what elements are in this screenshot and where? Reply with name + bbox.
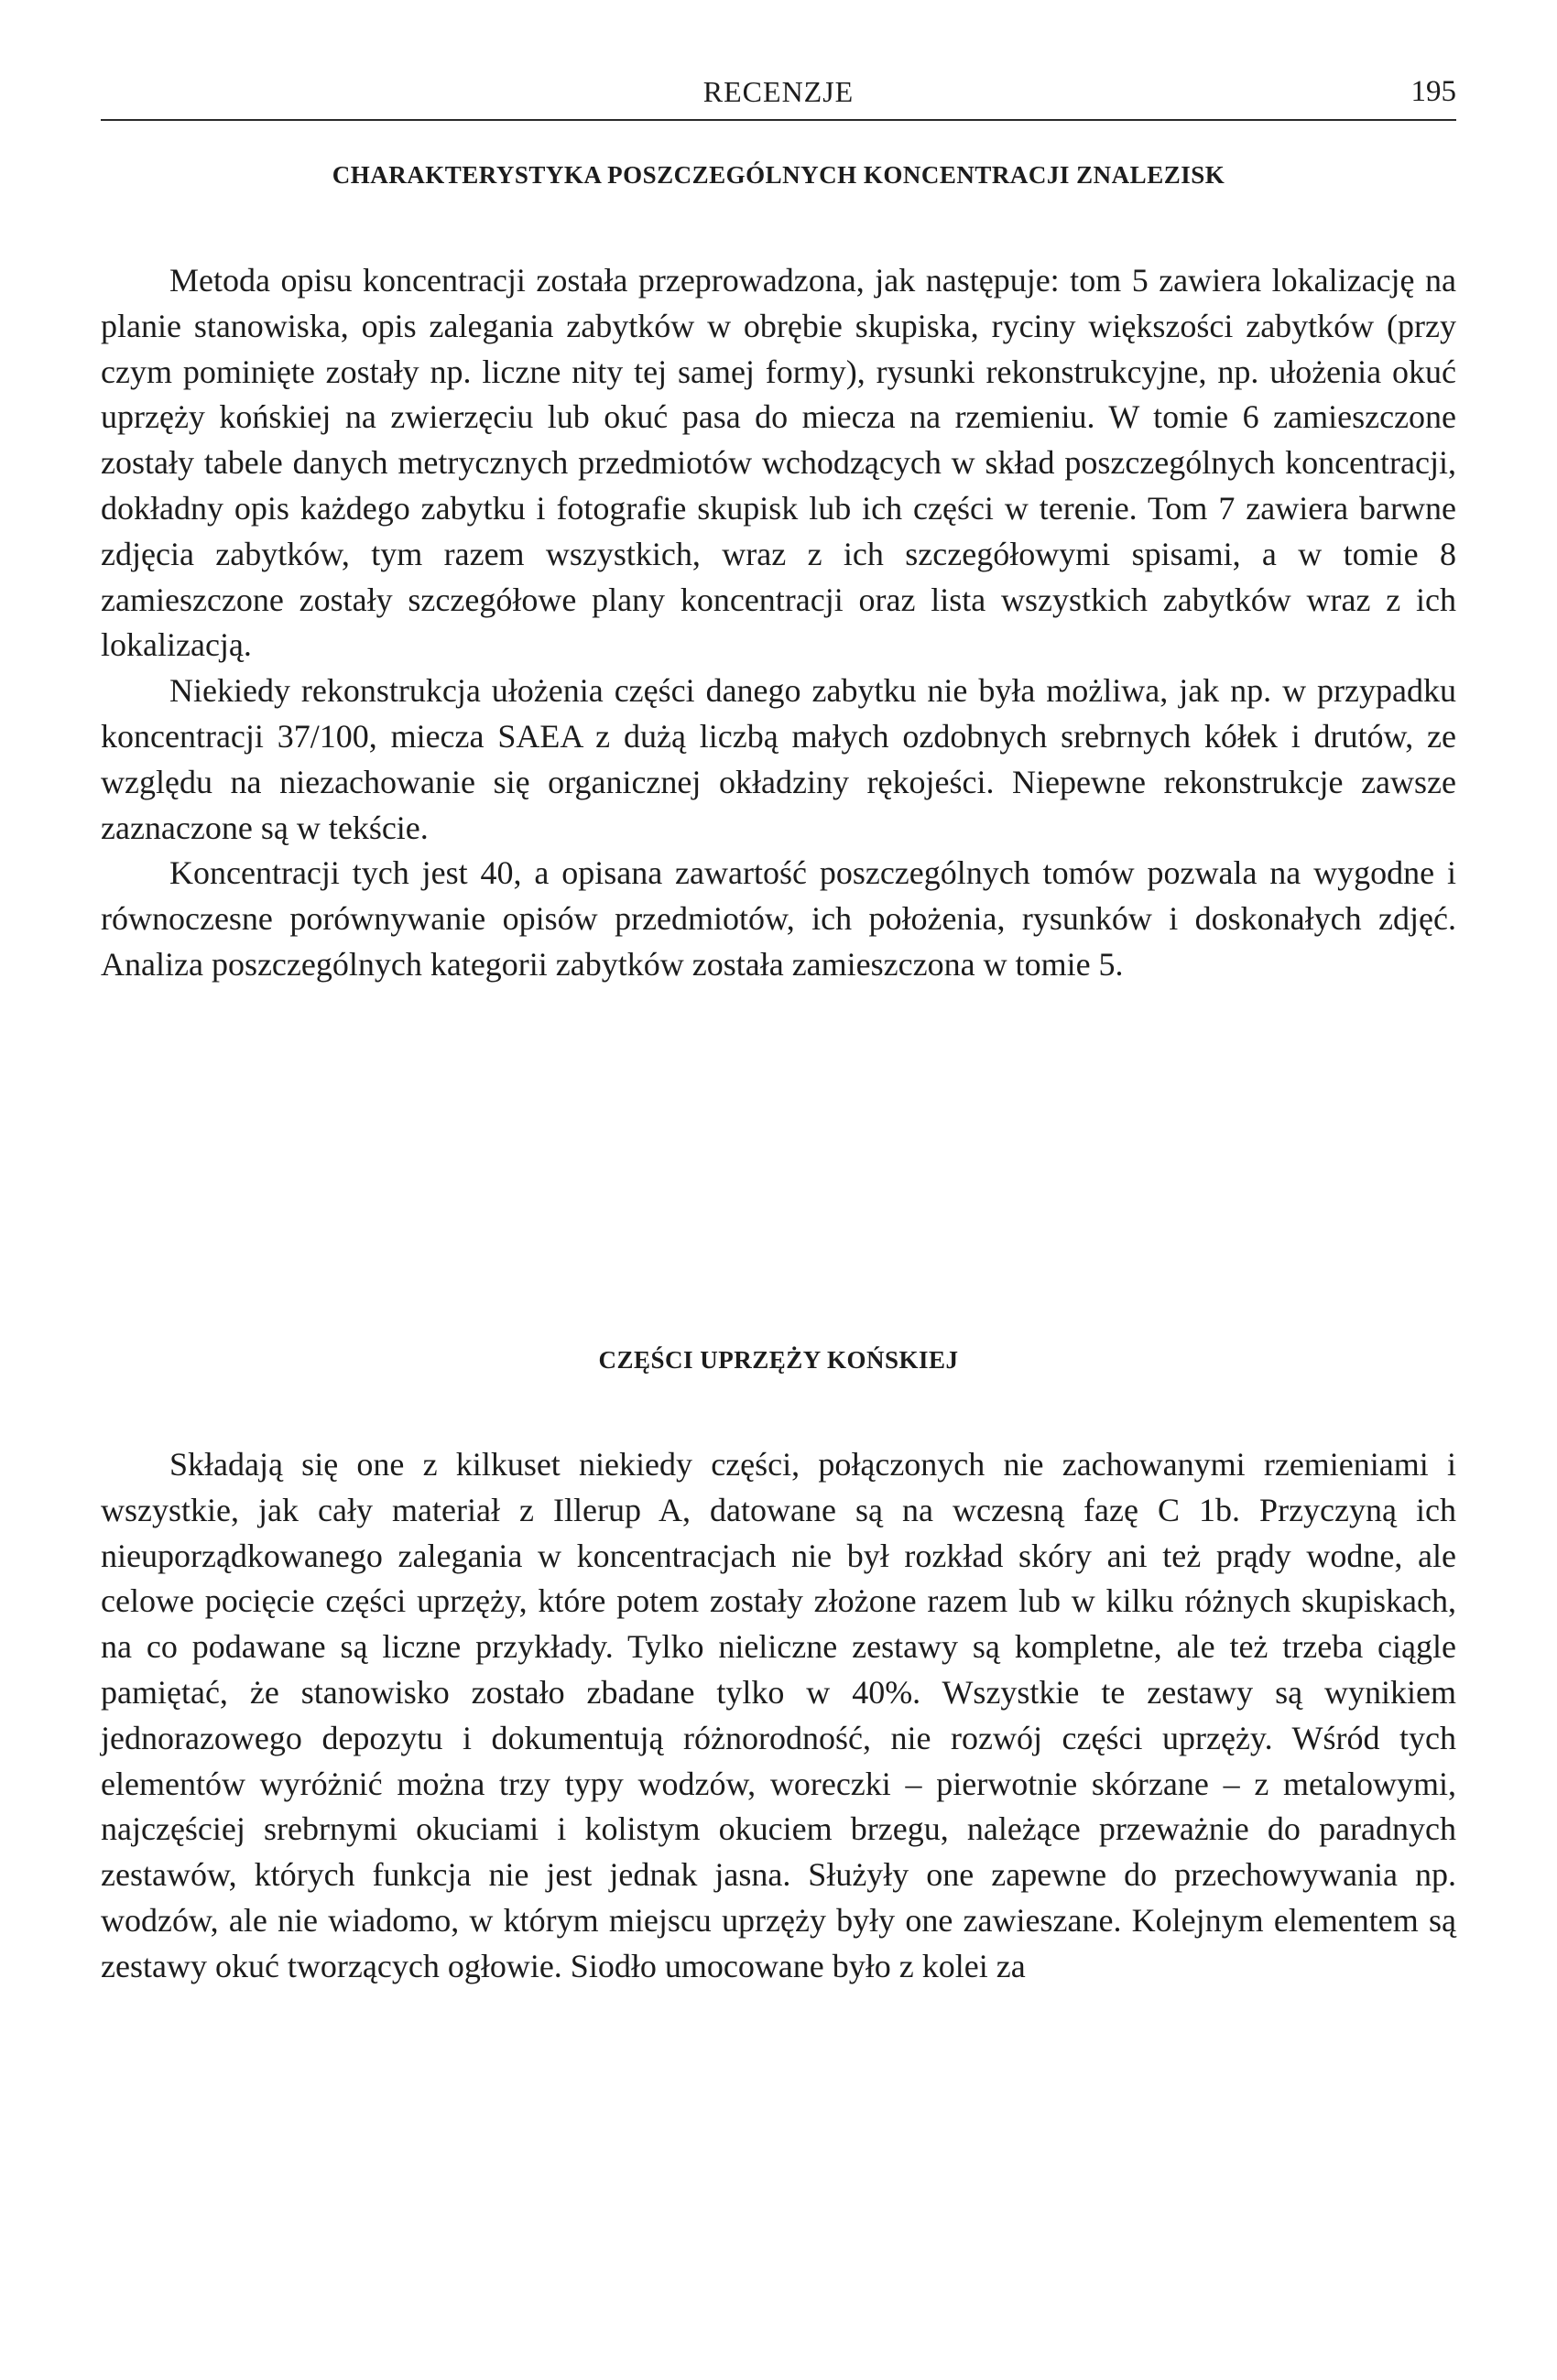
section-body-horse-harness — [101, 1442, 1456, 1990]
paragraph: Metoda opisu koncentracji została przeprowadzona, jak następuje: tom 5 zawiera lokalizację na planie stanowiska, opis zalegania zabytków w obrębie skupiska, ryciny większości zabytków (przy czym pominięte zostały np. liczne nity tej samej formy), rysunki rekonstrukcyjne, np. ułożenia okuć uprzęży końskiej na zwierzęciu lub okuć pasa do miecza na rzemieniu. W tomie 6 zamieszczone zostały tabele danych metrycznych przedmiotów wchodzących w skład poszczególnych koncentracji, dokładny opis każdego zabytku i fotografie skupisk lub ich części w terenie. Tom 7 zawiera barwne zdjęcia zabytków, tym razem wszystkich, wraz z ich szczegółowymi spisami, a w tomie 8 zamieszczone zostały szczegółowe plany koncentracji oraz lista wszystkich zabytków wraz z ich lokalizacją. — [101, 262, 1456, 664]
running-header — [101, 66, 1456, 121]
paragraph: Składają się one z kilkuset niekiedy części, połączonych nie zachowanymi rzemieniami i wszystkie, jak cały materiał z Illerup A, datowane są na wczesną fazę C 1b. Przyczyną ich nieuporządkowanego zalegania w koncentracjach nie był rozkład skóry ani też prądy wodne, ale celowe pocięcie części uprzęży, które potem zostały złożone razem lub w kilku różnych skupiskach, na co podawane są liczne przykłady. Tylko nieliczne zestawy są kompletne, ale też trzeba ciągle pamiętać, że stanowisko zostało zbadane tylko w 40%. Wszystkie te zestawy są wynikiem jednorazowego depozytu i dokumentują różnorodność, nie rozwój części uprzęży. Wśród tych elementów wyróżnić można trzy typy wodzów, woreczki – pierwotnie skórzane – z metalowymi, najczęściej srebrnymi okuciami i kolistym okuciem brzegu, należące przeważnie do paradnych zestawów, których funkcja nie jest jednak jasna. Służyły one zapewne do przechowywania np. wodzów, ale nie wiadomo, w którym miejscu uprzęży były one zawieszane. Kolejnym elementem są zestawy okuć tworzących ogłowie. Siodło umocowane było z kolei za — [101, 1446, 1456, 1984]
section-body-characteristics — [101, 258, 1456, 988]
section-heading-characteristics: CHARAKTERYSTYKA POSZCZEGÓLNYCH KONCENTRACJI ZNALEZISK — [332, 161, 1225, 189]
paragraph: Koncentracji tych jest 40, a opisana zawartość poszczególnych tomów pozwala na wygodne i równoczesne porównywanie opisów przedmiotów, ich położenia, rysunków i doskonałych zdjęć. Analiza poszczególnych kategorii zabytków została zamieszczona w tomie 5. — [101, 854, 1456, 983]
running-title: RECENZJE — [702, 75, 855, 108]
section-heading-horse-harness: CZĘŚCI UPRZĘŻY KOŃSKIEJ — [598, 1346, 959, 1374]
page-number: 195 — [1410, 75, 1456, 108]
paragraph: Niekiedy rekonstrukcja ułożenia części danego zabytku nie była możliwa, jak np. w przypadku koncentracji 37/100, miecza SAEA z dużą liczbą małych ozdobnych srebrnych kółek i drutów, ze względu na niezachowanie się organicznej okładziny rękojeści. Niepewne rekonstrukcje zawsze zaznaczone są w tekście. — [101, 672, 1456, 846]
header-rule — [101, 119, 1456, 121]
